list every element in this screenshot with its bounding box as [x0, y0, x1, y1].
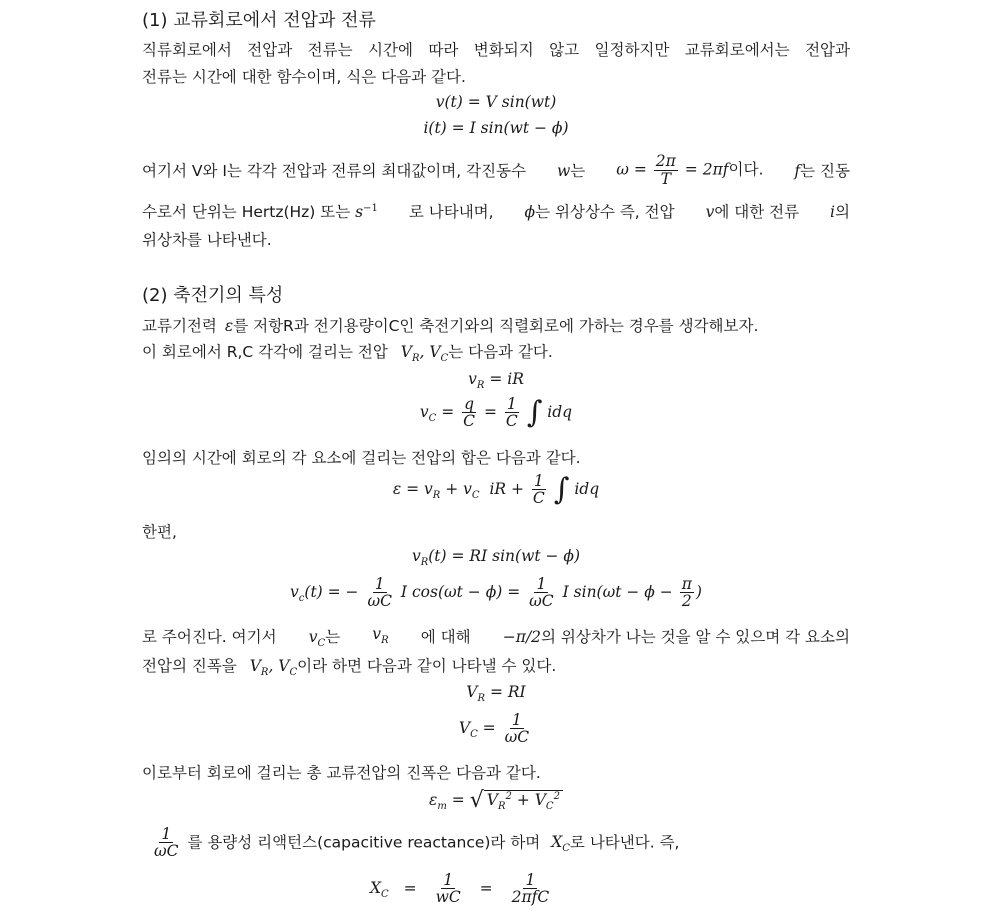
paragraph-line [142, 150, 850, 190]
paragraph-line: 로 주어진다. 여기서 $v_C$는 $v_R$ 에 대해 −π/2의 위상차가 나는 것을 알 수 있으며 각 요소의 [142, 625, 850, 650]
paragraph-line: 한편, [142, 523, 177, 541]
paragraph-line: 이 회로에서 R,C 각각에 걸리는 전압 $V_R$, $V_C$는 다음과 같다. [142, 343, 553, 365]
paragraph-line: $\frac{1}{\omega C}$ 를 용량성 리액턴스(capacitive reactance)라 하며 $X_C$로 나타낸다. 즉, [154, 825, 680, 861]
fraction: $\frac{\pi}{2}$ [681, 575, 692, 611]
equation-voltage [142, 93, 850, 111]
text-run: 이다. [728, 160, 764, 179]
equation-VC: $V_C$ = $\frac{1}{\omega C}$ [458, 711, 530, 747]
text-run: 수로서 단위는 Hertz(Hz) 또는 [142, 203, 351, 221]
fraction: $\frac{1}{C}$ [505, 395, 518, 431]
fraction: $\frac{1}{\omega C}$ [529, 575, 554, 611]
math-var: ε [224, 317, 234, 335]
math-var: V [429, 343, 441, 361]
paragraph-line: 전압의 진폭을 $V_R$, $V_C$이라 하면 다음과 같이 나타낼 수 있다. [142, 657, 557, 679]
equation-text: = iR [489, 370, 524, 388]
fraction: $\frac{1}{\omega C}$ [504, 711, 530, 747]
paragraph-line: 임의의 시간에 회로의 각 요소에 걸리는 전압의 합은 다음과 같다. [142, 449, 581, 467]
fraction [654, 153, 678, 187]
integral-sign: ∫ [553, 471, 570, 507]
equation-text: i(t) = I sin(wt − ϕ) [423, 119, 569, 137]
text-run: 를 저항R과 전기용량이C인 축전기와의 직렬회로에 가하는 경우를 생각해보자. [233, 317, 759, 335]
text-run: 로 나타내며, [408, 203, 494, 221]
paragraph-line [142, 314, 850, 336]
math-sup: −1 [363, 202, 378, 214]
text-run: 교류기전력 [142, 317, 217, 335]
paragraph-line: 이로부터 회로에 걸리는 총 교류전압의 진폭은 다음과 같다. [142, 764, 541, 782]
math-var: v [468, 370, 477, 388]
equation-vct: $v_c(t)$ = − $\frac{1}{\omega C}$ I cos(ωt − ϕ) = $\frac{1}{\omega C}$ I sin(ωt − ϕ − $\frac{\pi}{2}$ ) [290, 575, 702, 611]
math-var: = 2πf [684, 160, 729, 179]
text-run: 여기서 V와 I는 각각 전압과 전류의 최대값이며, 각진동수 [142, 162, 526, 180]
math-var: f [794, 162, 801, 180]
equation-vrt: $v_R(t)$ = RI sin(wt − ϕ) [411, 547, 581, 569]
math-var: v [705, 203, 715, 221]
equation-sum: $\varepsilon = v_R + v_C$ iR + $\frac{1}{C}$ ∫ idq [392, 471, 600, 508]
fraction: $\frac{1}{wC}$ [435, 871, 461, 907]
section-heading-1: (1) 교류회로에서 전압과 전류 [142, 10, 376, 31]
text-run: 는 다음과 같다. [448, 343, 553, 361]
equation-text: v(t) = V sin(wt) [435, 93, 557, 111]
math-var: v [419, 402, 429, 421]
sqrt-sign: √ [469, 788, 484, 813]
paragraph-line: 전류는 시간에 대한 함수이며, 식은 다음과 같다. [142, 68, 466, 86]
fraction: $\frac{1}{\omega C}$ [154, 825, 179, 861]
equation-current [142, 119, 850, 137]
math-var: V [400, 343, 412, 361]
fraction: $\frac{1}{C}$ [532, 472, 545, 508]
math-var: s [355, 203, 364, 221]
fraction: $\frac{1}{\omega C}$ [367, 575, 392, 611]
text-run: 는 [570, 162, 586, 180]
paragraph-line [142, 200, 850, 222]
text-run: 는 진동 [800, 162, 850, 180]
equation-em: $\varepsilon_m$ = √ $V_R^2 + V_C^2$ [142, 788, 850, 813]
equation-VR: $V_R$ = RI [466, 683, 526, 705]
equation-vc: $v_C$ = $\frac{q}{C}$ = $\frac{1}{C}$ ∫ idq [419, 394, 573, 431]
integral-sign: ∫ [526, 394, 543, 430]
math-var: i [830, 203, 835, 221]
equation-vr: $v_R$ = iR [468, 370, 524, 392]
fraction-numerator: 2π [655, 152, 676, 171]
equation-xc: $X_C$ = $\frac{1}{wC}$ = $\frac{1}{\text{2πfC}}$ [370, 871, 550, 907]
paragraph-line: 위상차를 나타낸다. [142, 231, 272, 249]
fraction-denominator: T [660, 169, 671, 188]
fraction: $\frac{1}{\text{2πfC}}$ [511, 871, 550, 907]
math-var: ω = [616, 160, 647, 179]
section-heading-2: (2) 축전기의 특성 [142, 285, 284, 306]
text-run: 이 회로에서 R,C 각각에 걸리는 전압 [142, 343, 388, 361]
text-run: 에 대한 전류 [714, 203, 800, 221]
math-var: ϕ [524, 203, 536, 221]
fraction: $\frac{q}{C}$ [463, 395, 476, 431]
paragraph-line: 직류회로에서 전압과 전류는 시간에 따라 변화되지 않고 일정하지만 교류회로에서는 전압과 [142, 41, 850, 59]
math-var: w [557, 162, 571, 180]
text-run: 의 [834, 203, 850, 221]
text-run: 는 위상상수 즉, 전압 [535, 203, 675, 221]
